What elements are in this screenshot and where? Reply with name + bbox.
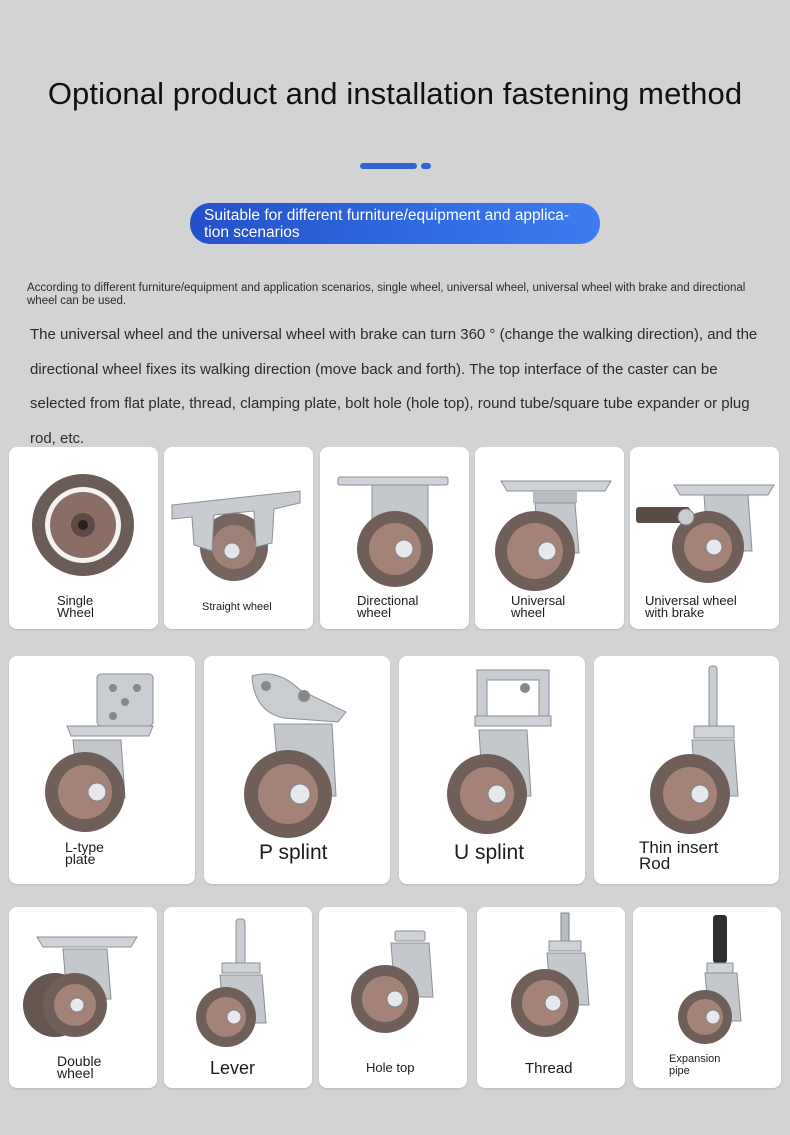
product-card-single-wheel[interactable] bbox=[9, 447, 158, 629]
product-card-double-wheel[interactable] bbox=[9, 907, 157, 1088]
product-label: U splint bbox=[454, 841, 525, 864]
accent-dot bbox=[421, 163, 431, 169]
product-card-u-splint[interactable] bbox=[399, 656, 585, 884]
product-card-straight-wheel[interactable] bbox=[164, 447, 313, 629]
product-card-thread[interactable] bbox=[477, 907, 625, 1088]
product-label: Expansion pipe bbox=[669, 1053, 721, 1077]
product-card-expansion-pipe[interactable] bbox=[633, 907, 781, 1088]
product-label: P splint bbox=[259, 841, 328, 864]
product-label: Double wheel bbox=[57, 1053, 102, 1081]
product-label: L-type plate bbox=[65, 839, 104, 867]
product-card-p-splint[interactable] bbox=[204, 656, 390, 884]
intro-small-paragraph: According to different furniture/equipment and application scenarios, single wheel, universal wheel, universal wheel with brake and directional wheel can be used. bbox=[27, 282, 746, 307]
product-label: Straight wheel bbox=[202, 601, 272, 613]
accent-bar bbox=[360, 163, 417, 169]
product-label: Lever bbox=[210, 1058, 256, 1078]
product-card-universal-wheel[interactable] bbox=[475, 447, 624, 629]
product-card-directional-wheel[interactable] bbox=[320, 447, 469, 629]
product-label: Hole top bbox=[366, 1060, 415, 1075]
scenario-pill: Suitable for different furniture/equipment and applica- tion scenarios bbox=[190, 203, 600, 244]
product-label: Directional wheel bbox=[357, 593, 419, 620]
product-label: Thread bbox=[525, 1060, 573, 1077]
product-label: Thin insert Rod bbox=[639, 838, 719, 873]
product-card-thin-rod[interactable] bbox=[594, 656, 779, 884]
product-card-hole-top[interactable] bbox=[319, 907, 467, 1088]
product-card-brake-wheel[interactable] bbox=[630, 447, 779, 629]
intro-large-paragraph: The universal wheel and the universal wheel with brake can turn 360 ° (change the walking direction), and the directional wheel fixes its walking direction (move back and forth). The top interface of the caster can be selected from flat plate, thread, clamping plate, bolt hole (hole top), round tube/square tube expander or plug rod, etc. bbox=[30, 326, 758, 447]
product-label: Universal wheel with brake bbox=[645, 593, 737, 620]
page-title: Optional product and installation fastening method bbox=[47, 76, 743, 111]
product-label: Universal wheel bbox=[511, 593, 566, 620]
product-card-l-type-plate[interactable] bbox=[9, 656, 195, 884]
product-label: Single Wheel bbox=[57, 593, 94, 620]
product-card-lever[interactable] bbox=[164, 907, 312, 1088]
